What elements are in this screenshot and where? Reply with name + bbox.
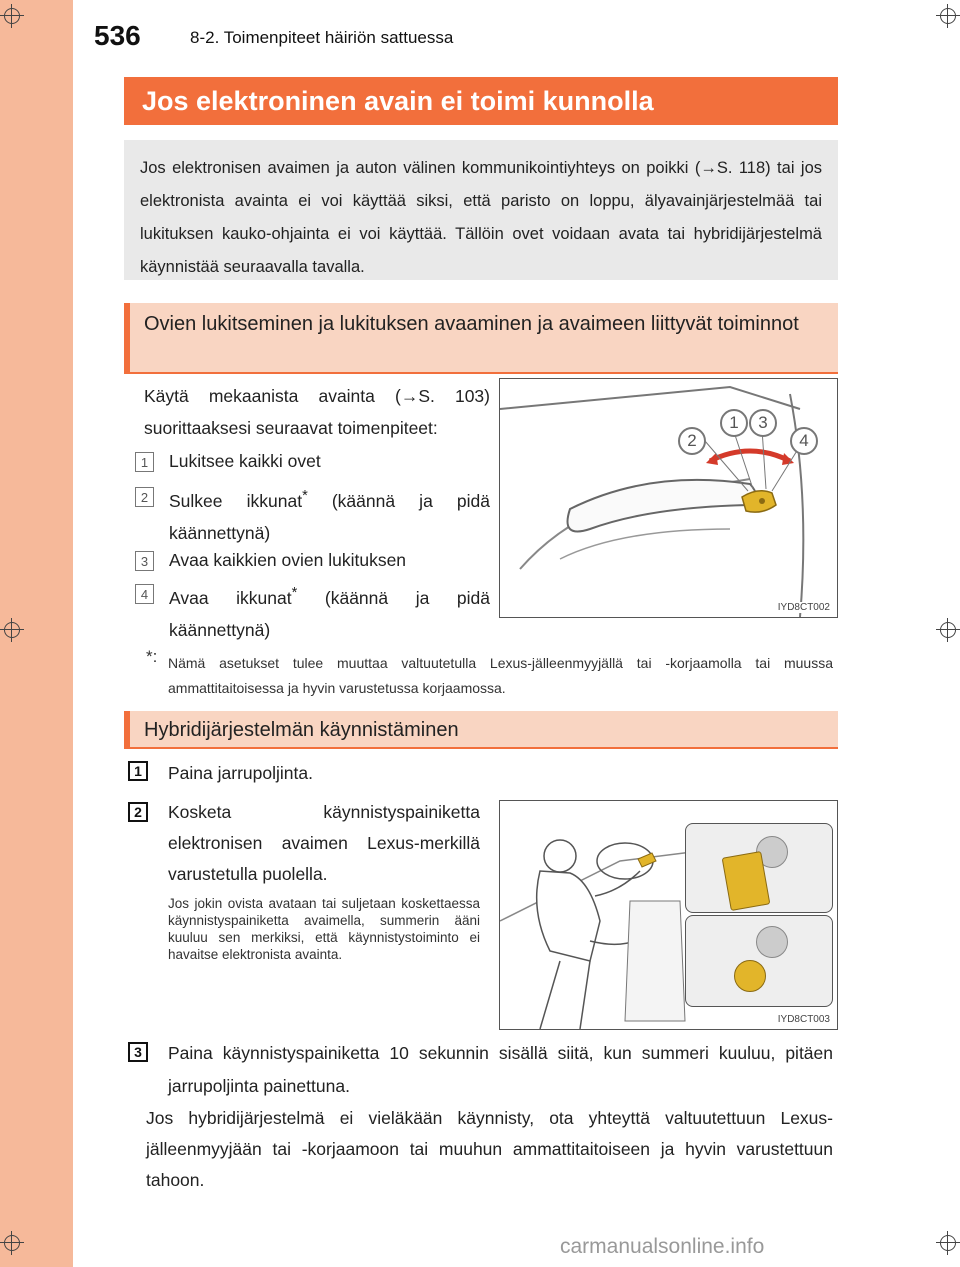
footnote-star: * xyxy=(291,585,298,601)
intro-text: Jos elektronisen avaimen ja auton välinen kommunikointiyhteys on poikki (→S. 118) tai jos elektronista avainta ei voi käyttää siksi, että paristo on loppu, älyavainjärjestelmää tai lukituksen kauko-ohjainta ei voi käyttää. Tällöin ovet voidaan avata tai hybridijärjestelmä käynnistää seuraavalla tavalla. xyxy=(140,159,822,276)
list-item xyxy=(135,480,490,543)
key-fob-icon xyxy=(734,960,766,992)
item-text-tail: (käännä ja pidä käännettynä) xyxy=(169,490,490,543)
door-handle-illustration xyxy=(500,379,837,617)
item-number-badge: 1 xyxy=(135,452,154,472)
page-number: 536 xyxy=(94,20,141,51)
section-heading-start: Hybridijärjestelmän käynnistäminen xyxy=(124,711,838,749)
list-item xyxy=(135,577,490,640)
crop-mark-bottom-right xyxy=(936,1231,960,1255)
footnote-mark: *: xyxy=(146,647,158,666)
power-button-icon xyxy=(756,926,788,958)
item-text: Lukitsee kaikki ovet xyxy=(169,451,321,471)
item-text: Avaa kaikkien ovien lukituksen xyxy=(169,550,407,570)
callout-1: 1 xyxy=(720,409,748,437)
step-badge: 3 xyxy=(128,1042,148,1062)
list-item xyxy=(135,445,490,477)
start-button-figure xyxy=(499,800,838,1030)
item-number-badge: 2 xyxy=(135,487,154,507)
closing-paragraph: Jos hybridijärjestelmä ei vieläkään käynnisty, ota yhteyttä valtuutettuun Lexus-jälleenmyyjään tai -korjaamoon tai muuhun ammattitaitoiseen ja hyvin varustettuun tahoon. xyxy=(146,1108,833,1190)
figure-code: IYD8CT002 xyxy=(775,602,833,613)
item-number-badge: 3 xyxy=(135,551,154,571)
figure-code: IYD8CT003 xyxy=(775,1014,833,1025)
item-number-badge: 4 xyxy=(135,584,154,604)
step-text: Paina jarrupoljinta. xyxy=(168,763,313,783)
chapter-title: 8-2. Toimenpiteet häiriön sattuessa xyxy=(190,28,454,47)
crop-mark-bottom-left xyxy=(0,1231,24,1255)
callout-3: 3 xyxy=(749,409,777,437)
crop-mark-mid-right xyxy=(936,618,960,642)
crop-mark-mid-left xyxy=(0,618,24,642)
intro-box xyxy=(124,140,838,280)
step-text: Paina käynnistyspainiketta 10 sekunnin sisällä siitä, kun summeri kuuluu, pitäen jarrupoljinta painettuna. xyxy=(168,1043,833,1096)
step-text: Kosketa käynnistyspainiketta elektronisen avaimen Lexus-merkillä varustetulla puolella. xyxy=(168,802,480,884)
inset-card-key xyxy=(685,823,833,913)
crop-mark-top-left xyxy=(0,4,24,28)
section-heading-locking: Ovien lukitseminen ja lukituksen avaaminen ja avaimeen liittyvät toiminnot xyxy=(124,303,838,374)
list-item xyxy=(135,544,490,576)
item-text: Sulkee ikkunat xyxy=(169,490,303,511)
crop-mark-top-right xyxy=(936,4,960,28)
footnote-star: * xyxy=(302,488,308,504)
footnote-text: Nämä asetukset tulee muuttaa valtuutetulla Lexus-jälleenmyyjällä tai -korjaamolla tai muussa ammattitaitoisessa ja hyvin varustetussa korjaamossa. xyxy=(168,655,833,696)
section1-lead: Käytä mekaanista avainta (→S. 103) suorittaaksesi seuraavat toimenpiteet: xyxy=(144,386,490,438)
item-text: Avaa ikkunat xyxy=(169,587,292,608)
item-text-tail: (käännä ja pidä käännettynä) xyxy=(169,587,490,640)
callout-2: 2 xyxy=(678,427,706,455)
step-note: Jos jokin ovista avataan tai suljetaan koskettaessa käynnistyspainiketta avaimella, summerin ääni kuuluu sen merkiksi, että käynnistystoiminto ei havaitse elektronista avainta. xyxy=(168,896,480,962)
watermark: carmanualsonline.info xyxy=(560,1235,765,1258)
door-handle-figure xyxy=(499,378,838,618)
step-badge: 1 xyxy=(128,761,148,781)
inset-fob-key xyxy=(685,915,833,1007)
step-badge: 2 xyxy=(128,802,148,822)
callout-4: 4 xyxy=(790,427,818,455)
main-heading: Jos elektroninen avain ei toimi kunnolla xyxy=(124,77,838,125)
